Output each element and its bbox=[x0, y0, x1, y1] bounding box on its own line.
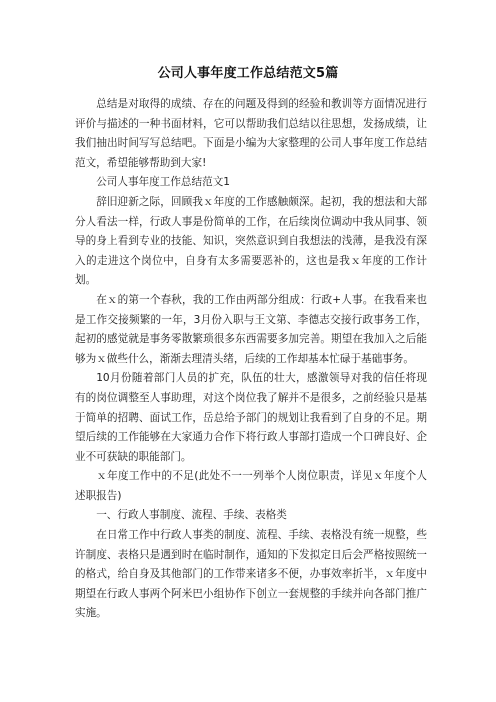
document-body bbox=[75, 95, 427, 624]
paragraph: 10月份随着部门人员的扩充，队伍的壮大，感激领导对我的信任将现有的岗位调整至人事助理，对这个岗位我了解并不是很多，之前经验只是基于简单的招聘、面试工作，岳总给予部门的规划让我看到了自身的不足。期望后续的工作能够在大家通力合作下将行政人事部打造成一个口碑良好、企业不可获缺的职能部门。 bbox=[75, 372, 427, 463]
paragraph: 辞旧迎新之际，回顾我ｘ年度的工作感触颇深。起初，我的想法和大部分人看法一样，行政人事是份简单的工作，在后续岗位调动中我从同事、领导的身上看到专业的技能、知识，突然意识到自我想法的浅薄，是我没有深入的走进这个岗位中，自身有太多需要恶补的，这也是我ｘ年度的工作计划。 bbox=[75, 195, 427, 287]
section-heading: 公司人事年度工作总结范文1 bbox=[96, 176, 231, 189]
paragraph: 在ｘ的第一个春秋，我的工作由两部分组成：行政+人事。在我看来也是工作交接频繁的一年，3月份入职与王文第、李德志交接行政事务工作，起初的感觉就是事务零散繁琐很多东西需要多加完善。期望在我加入之后能够为ｘ做些什么，渐渐去理清头绪，后续的工作却基本忙碌于基础事务。 bbox=[75, 293, 427, 365]
paragraph-intro: 总结是对取得的成绩、存在的问题及得到的经验和教训等方面情况进行评价与描述的一种书面材料，它可以帮助我们总结以往思想，发扬成绩，让我们抽出时间写写总结吧。下面是小编为大家整理的公司人事年度工作总结范文，希望能够帮助到大家! bbox=[75, 98, 427, 169]
paragraph: ｘ年度工作中的不足(此处不一一列举个人岗位职责，详见ｘ年度个人述职报告) bbox=[75, 470, 427, 502]
subsection-heading: 一、行政人事制度、流程、手续、表格类 bbox=[96, 509, 287, 522]
document-title: 公司人事年度工作总结范文5篇 bbox=[157, 66, 339, 81]
paragraph: 在日常工作中行政人事类的制度、流程、手续、表格没有统一规整，些许制度、表格只是遇到时在临时制作，通知的下发拟定日后会严格按照统一的格式，给自身及其他部门的工作带来诸多不便，办事效率折半，ｘ年度中期望在行政人事两个阿米巴小组协作下创立一套规整的手续并向各部门推广实施。 bbox=[75, 529, 427, 620]
